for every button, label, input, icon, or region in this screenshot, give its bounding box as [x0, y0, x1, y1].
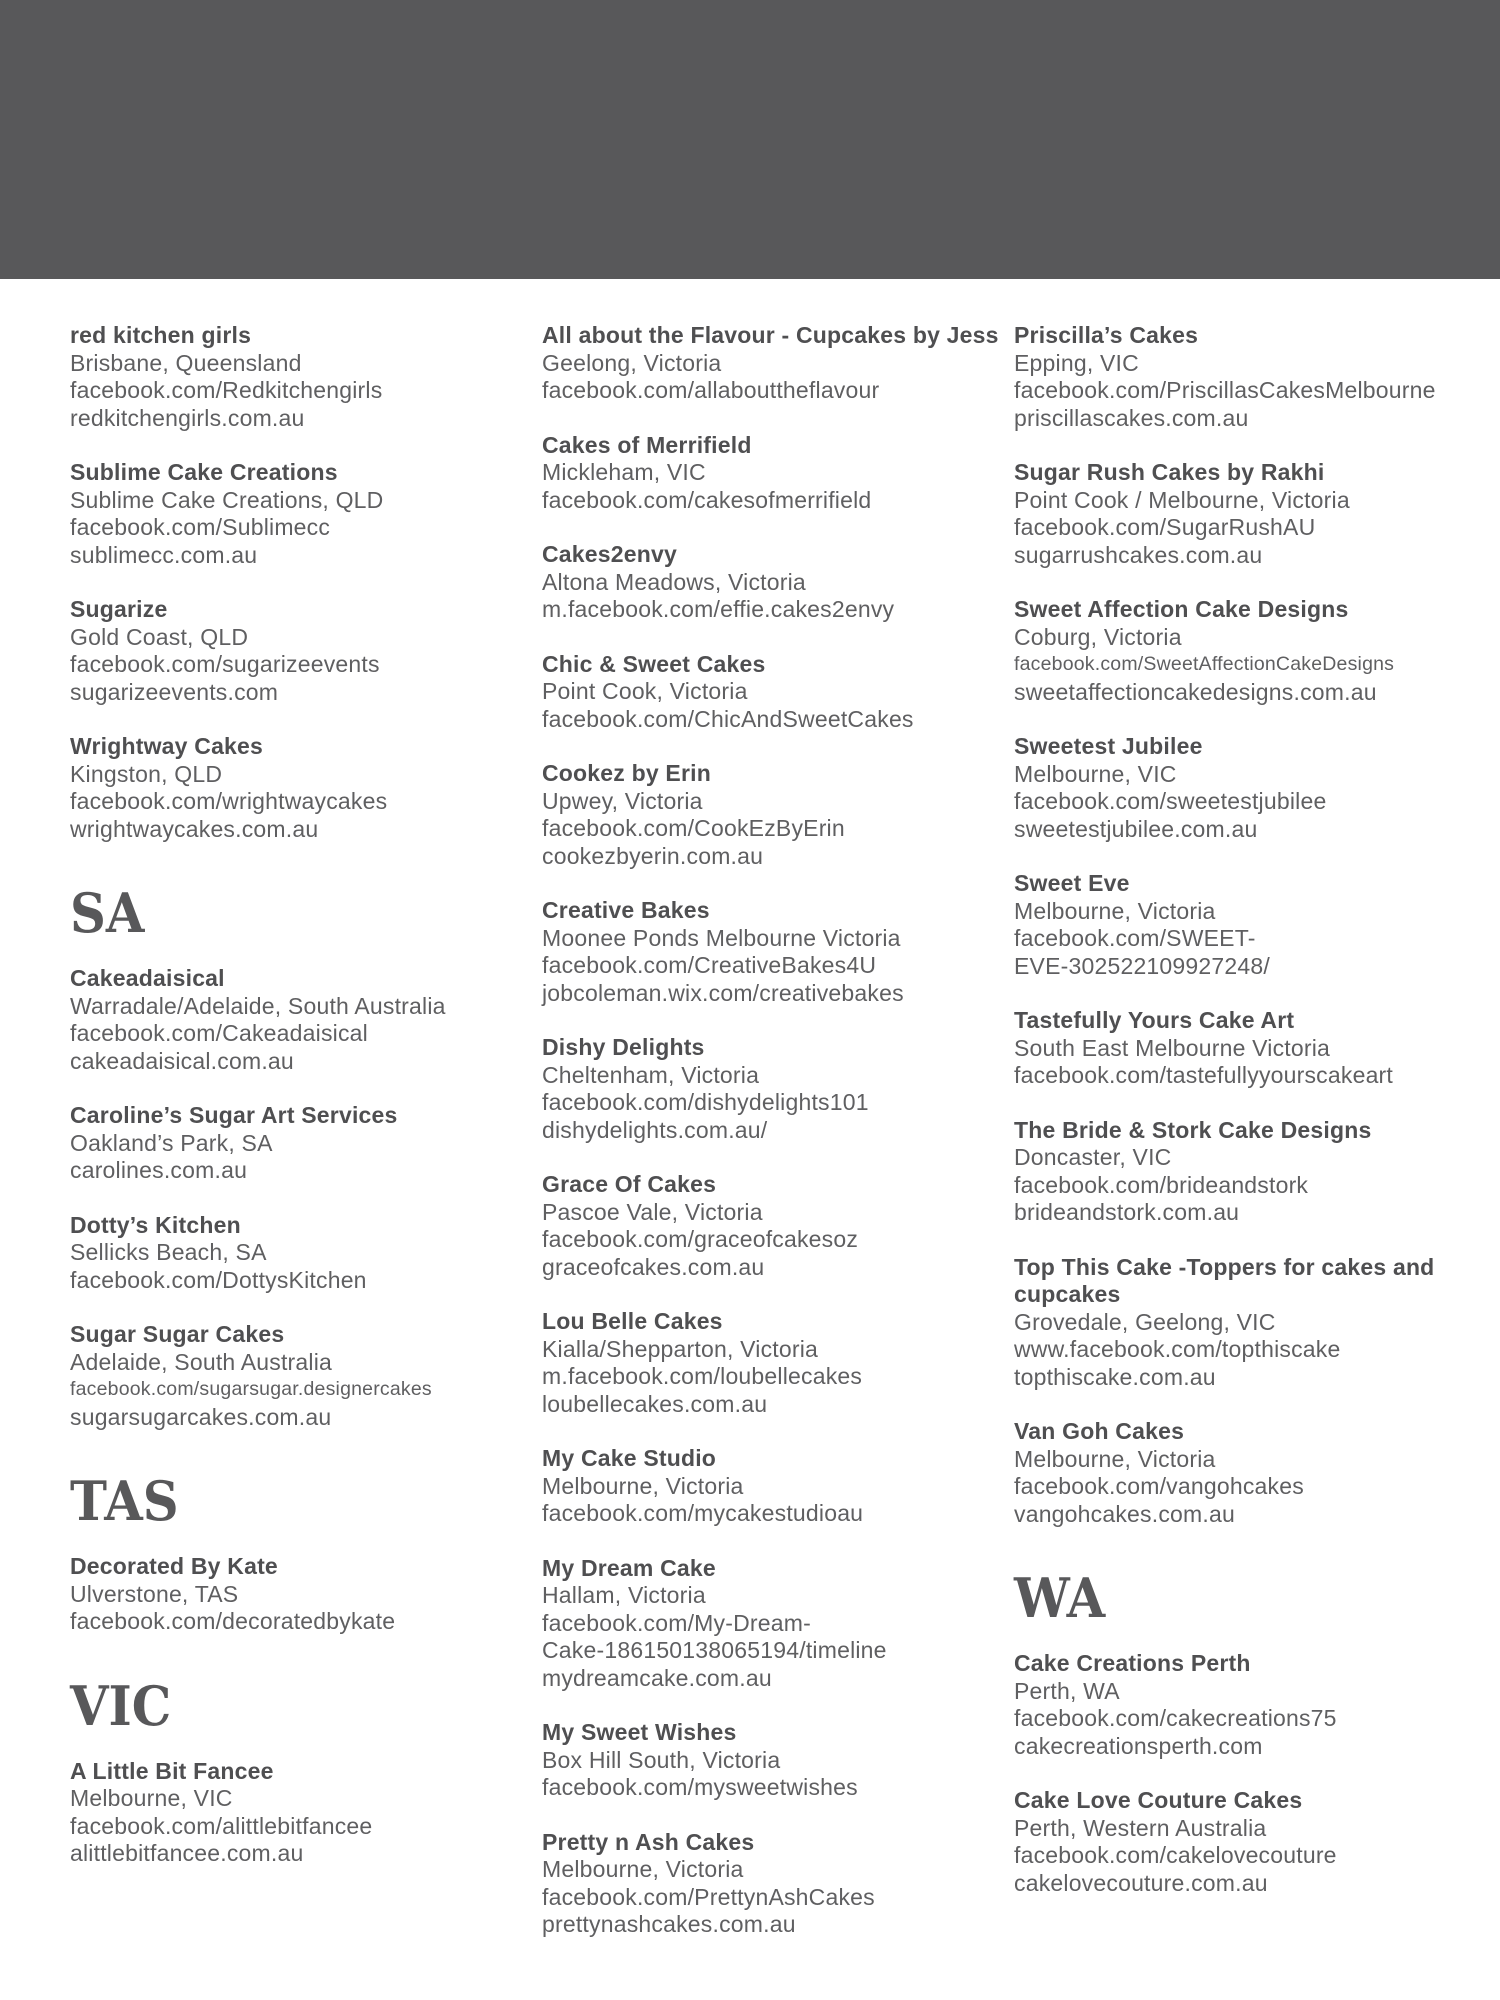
business-location: Kingston, QLD — [70, 760, 223, 787]
business-location: Sellicks Beach, SA — [70, 1239, 267, 1265]
business-name: Sugar Sugar Cakes — [70, 1321, 285, 1347]
listing-entry — [1014, 1117, 1484, 1227]
business-link: dishydelights.com.au/ — [542, 1116, 768, 1143]
business-name: Lou Belle Cakes — [542, 1308, 723, 1334]
business-location: Melbourne, VIC — [1014, 760, 1177, 787]
business-location: Geelong, Victoria — [542, 349, 722, 376]
business-location: Moonee Ponds Melbourne Victoria — [542, 924, 901, 951]
listing-entry — [542, 1308, 1002, 1418]
header-band — [0, 0, 1500, 279]
business-link: facebook.com/PriscillasCakesMelbourne — [1014, 377, 1436, 403]
business-link: facebook.com/cakecreations75 — [1014, 1705, 1337, 1731]
business-link: sweetaffectioncakedesigns.com.au — [1014, 678, 1377, 705]
business-location: Box Hill South, Victoria — [542, 1746, 781, 1773]
business-name: Cake Creations Perth — [1014, 1650, 1251, 1676]
listing-entry — [1014, 870, 1484, 980]
business-name: My Dream Cake — [542, 1554, 716, 1581]
business-link: cookezbyerin.com.au — [542, 842, 764, 869]
business-name: Van Goh Cakes — [1014, 1418, 1185, 1444]
business-location: Cheltenham, Victoria — [542, 1061, 760, 1088]
business-name: Wrightway Cakes — [70, 733, 264, 759]
business-link: facebook.com/vangohcakes — [1014, 1473, 1304, 1499]
business-name: Sweet Affection Cake Designs — [1014, 596, 1349, 622]
business-link: facebook.com/ChicAndSweetCakes — [542, 705, 914, 732]
column-3 — [1014, 322, 1484, 1924]
business-link: facebook.com/sweetestjubilee — [1014, 788, 1327, 814]
column-2 — [542, 322, 1002, 1966]
listing-entry — [542, 432, 1002, 515]
listing-entry — [70, 1553, 530, 1636]
business-link: facebook.com/Sublimecc — [70, 514, 331, 540]
listing-entry — [542, 1445, 1002, 1528]
business-location: Doncaster, VIC — [1014, 1144, 1172, 1170]
business-link: facebook.com/CookEzByErin — [542, 815, 845, 841]
business-link: facebook.com/CreativeBakes4U — [542, 952, 877, 978]
listing-entry — [542, 1829, 1002, 1939]
listing-entry — [542, 651, 1002, 734]
listing-entry — [1014, 322, 1484, 432]
business-link: sugarrushcakes.com.au — [1014, 541, 1263, 568]
business-link: redkitchengirls.com.au — [70, 404, 305, 431]
business-name: All about the Flavour - Cupcakes by Jess — [542, 322, 999, 348]
business-name: Top This Cake -Toppers for cakes and cupcakes — [1014, 1253, 1435, 1307]
business-location: Hallam, Victoria — [542, 1582, 706, 1608]
listing-entry — [70, 1758, 530, 1868]
business-link: facebook.com/cakesofmerrifield — [542, 486, 872, 513]
listing-entry — [1014, 596, 1484, 706]
listing-entry — [542, 541, 1002, 624]
business-location: Brisbane, Queensland — [70, 349, 302, 376]
business-name: Dishy Delights — [542, 1034, 705, 1060]
business-link: mydreamcake.com.au — [542, 1664, 772, 1691]
listing-entry — [70, 733, 530, 843]
region-heading: WA — [1014, 1566, 1106, 1630]
business-location: Melbourne, Victoria — [1014, 897, 1216, 924]
business-link: wrightwaycakes.com.au — [70, 815, 319, 842]
listing-entry — [70, 1102, 530, 1185]
listing-entry — [1014, 1650, 1484, 1760]
business-name: Priscilla’s Cakes — [1014, 322, 1199, 348]
listing-entry — [70, 965, 530, 1075]
business-link: priscillascakes.com.au — [1014, 404, 1249, 431]
business-location: Grovedale, Geelong, VIC — [1014, 1308, 1276, 1335]
business-name: Caroline’s Sugar Art Services — [70, 1102, 398, 1128]
business-link: sugarsugarcakes.com.au — [70, 1403, 332, 1430]
business-link: m.facebook.com/effie.cakes2envy — [542, 596, 895, 622]
business-link: graceofcakes.com.au — [542, 1253, 765, 1280]
business-link: Cake-186150138065194/timeline — [542, 1637, 887, 1663]
listing-entry — [542, 1555, 1002, 1693]
listing-entry — [542, 322, 1002, 405]
business-location: South East Melbourne Victoria — [1014, 1034, 1331, 1061]
listing-entry — [70, 459, 530, 569]
business-link: cakeadaisical.com.au — [70, 1047, 294, 1074]
business-link: facebook.com/PrettynAshCakes — [542, 1883, 875, 1910]
business-location: Point Cook, Victoria — [542, 678, 748, 704]
business-location: Coburg, Victoria — [1014, 623, 1182, 650]
business-name: My Cake Studio — [542, 1445, 717, 1471]
business-name: A Little Bit Fancee — [70, 1757, 274, 1784]
business-location: Kialla/Shepparton, Victoria — [542, 1335, 819, 1362]
business-link: sublimecc.com.au — [70, 541, 258, 568]
listing-entry — [70, 596, 530, 706]
listing-entry — [1014, 733, 1484, 843]
business-link: facebook.com/decoratedbykate — [70, 1608, 396, 1634]
business-location: Melbourne, Victoria — [542, 1856, 744, 1882]
business-link: cakecreationsperth.com — [1014, 1732, 1263, 1759]
business-location: Upwey, Victoria — [542, 787, 703, 814]
business-link: EVE-302522109927248/ — [1014, 952, 1270, 979]
business-link: facebook.com/sugarizeevents — [70, 651, 380, 677]
business-location: Adelaide, South Australia — [70, 1348, 333, 1375]
business-name: Chic & Sweet Cakes — [542, 650, 766, 677]
business-location: Ulverstone, TAS — [70, 1580, 239, 1607]
business-name: Grace Of Cakes — [542, 1171, 717, 1197]
listing-entry — [1014, 1254, 1484, 1392]
business-link: facebook.com/sugarsugar.designercakes — [70, 1378, 432, 1400]
listing-entry — [542, 760, 1002, 870]
listing-entry — [1014, 1418, 1484, 1528]
business-location: Epping, VIC — [1014, 349, 1139, 376]
business-link: facebook.com/SWEET- — [1014, 925, 1256, 951]
business-link: facebook.com/SugarRushAU — [1014, 514, 1316, 540]
business-link: sweetestjubilee.com.au — [1014, 815, 1258, 842]
listing-entry — [542, 1719, 1002, 1802]
business-link: facebook.com/SweetAffectionCakeDesigns — [1014, 653, 1395, 675]
business-link: vangohcakes.com.au — [1014, 1500, 1235, 1527]
business-location: Mickleham, VIC — [542, 459, 706, 485]
business-link: cakelovecouture.com.au — [1014, 1869, 1268, 1896]
business-link: facebook.com/DottysKitchen — [70, 1266, 367, 1293]
business-name: Sugar Rush Cakes by Rakhi — [1014, 459, 1325, 485]
business-name: Creative Bakes — [542, 897, 710, 923]
business-link: carolines.com.au — [70, 1157, 248, 1183]
business-link: brideandstork.com.au — [1014, 1199, 1240, 1225]
business-name: Sublime Cake Creations — [70, 459, 338, 485]
business-location: Sublime Cake Creations, QLD — [70, 486, 384, 513]
business-link: facebook.com/tastefullyyourscakeart — [1014, 1062, 1394, 1088]
business-link: jobcoleman.wix.com/creativebakes — [542, 979, 904, 1006]
business-location: Perth, WA — [1014, 1677, 1120, 1704]
business-name: The Bride & Stork Cake Designs — [1014, 1116, 1372, 1143]
business-name: Pretty n Ash Cakes — [542, 1828, 755, 1855]
listing-entry — [1014, 1787, 1484, 1897]
business-name: red kitchen girls — [70, 322, 252, 348]
business-link: facebook.com/cakelovecouture — [1014, 1842, 1337, 1868]
business-link: loubellecakes.com.au — [542, 1390, 768, 1417]
business-link: facebook.com/alittlebitfancee — [70, 1812, 373, 1839]
business-link: facebook.com/mysweetwishes — [542, 1774, 858, 1800]
region-heading: VIC — [70, 1673, 172, 1738]
business-link: facebook.com/allabouttheflavour — [542, 377, 880, 403]
business-name: Cakes of Merrifield — [542, 431, 752, 458]
listing-entry — [70, 1212, 530, 1295]
business-location: Gold Coast, QLD — [70, 623, 249, 650]
business-name: Cake Love Couture Cakes — [1014, 1787, 1303, 1813]
business-location: Point Cook / Melbourne, Victoria — [1014, 486, 1350, 513]
business-link: facebook.com/Cakeadaisical — [70, 1020, 368, 1046]
business-name: Dotty’s Kitchen — [70, 1211, 241, 1238]
business-location: Warradale/Adelaide, South Australia — [70, 992, 446, 1019]
listing-entry — [542, 1034, 1002, 1144]
listing-entry — [1014, 1007, 1484, 1090]
business-location: Perth, Western Australia — [1014, 1814, 1267, 1841]
listing-entry — [70, 1321, 530, 1431]
business-link: topthiscake.com.au — [1014, 1363, 1216, 1390]
business-location: Melbourne, Victoria — [1014, 1445, 1216, 1472]
business-location: Pascoe Vale, Victoria — [542, 1198, 763, 1225]
business-name: My Sweet Wishes — [542, 1719, 737, 1745]
business-link: facebook.com/wrightwaycakes — [70, 788, 388, 814]
business-name: Tastefully Yours Cake Art — [1014, 1007, 1295, 1033]
business-location: Melbourne, Victoria — [542, 1472, 744, 1499]
business-name: Cookez by Erin — [542, 760, 711, 786]
business-link: facebook.com/brideandstork — [1014, 1171, 1309, 1198]
business-name: Sugarize — [70, 596, 168, 622]
business-name: Cakes2envy — [542, 541, 677, 567]
business-location: Oakland’s Park, SA — [70, 1129, 273, 1156]
business-link: www.facebook.com/topthiscake — [1014, 1336, 1341, 1362]
listing-entry — [70, 322, 530, 432]
business-name: Sweet Eve — [1014, 870, 1130, 896]
business-link: prettynashcakes.com.au — [542, 1911, 796, 1937]
listing-entry — [542, 897, 1002, 1007]
business-name: Sweetest Jubilee — [1014, 733, 1203, 759]
business-link: facebook.com/My-Dream- — [542, 1609, 811, 1636]
business-location: Melbourne, VIC — [70, 1785, 233, 1811]
business-link: facebook.com/mycakestudioau — [542, 1500, 864, 1526]
business-name: Cakeadaisical — [70, 965, 225, 991]
business-link: alittlebitfancee.com.au — [70, 1840, 304, 1866]
region-heading: TAS — [70, 1469, 179, 1533]
business-link: facebook.com/Redkitchengirls — [70, 377, 383, 403]
business-name: Decorated By Kate — [70, 1553, 278, 1579]
business-link: sugarizeevents.com — [70, 678, 279, 705]
region-heading: SA — [70, 881, 145, 945]
business-link: m.facebook.com/loubellecakes — [542, 1363, 863, 1389]
column-1 — [70, 322, 530, 1895]
listing-entry — [1014, 459, 1484, 569]
listing-entry — [542, 1171, 1002, 1281]
business-location: Altona Meadows, Victoria — [542, 568, 806, 595]
business-link: facebook.com/dishydelights101 — [542, 1089, 869, 1115]
business-link: facebook.com/graceofcakesoz — [542, 1226, 859, 1252]
